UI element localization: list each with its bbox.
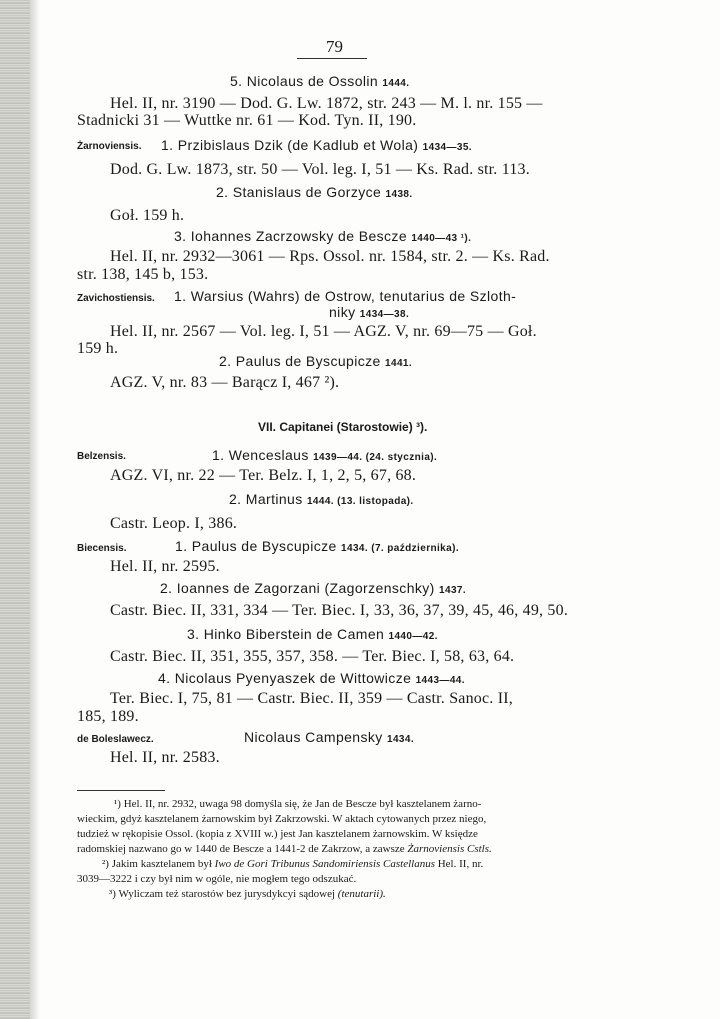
text-line: 159 h. [77,340,119,357]
footnote-rule [77,790,165,791]
entry-heading: 2. Martinus 1444. (13. listopada). [229,491,414,507]
entry-heading: Nicolaus Campensky 1434. [244,729,415,745]
text-line: Hel. II, nr. 2567 — Vol. leg. I, 51 — AGZ. V, nr. 69—75 — Goł. [110,323,537,340]
entry-heading: 4. Nicolaus Pyenyaszek de Wittowicze 1443—44. [158,670,465,686]
text-line: Stadnicki 31 — Wuttke nr. 61 — Kod. Tyn. II, 190. [77,112,417,129]
entry-heading: 1. Przibislaus Dzik (de Kadlub et Wola) 1434—35. [161,137,472,153]
entry-heading: 3. Hinko Biberstein de Camen 1440—42. [187,626,438,642]
margin-label: Żarnoviensis. [77,141,142,152]
text-line: Castr. Biec. II, 331, 334 — Ter. Biec. I, 33, 36, 37, 39, 45, 46, 49, 50. [110,602,569,619]
footnote: ³) Wyliczam też starostów bez jurysdykcyi sądowej (tenutarii). [109,888,386,900]
footnote: radomskiej nazwano go w 1440 de Bescze a 1441-2 de Zakrzow, a zawsze Żarnoviensis Cstls. [77,843,492,855]
text-line: Castr. Biec. II, 351, 355, 357, 358. — Ter. Biec. I, 58, 63, 64. [110,648,515,665]
entry-heading: 1. Wenceslaus 1439—44. (24. stycznia). [212,447,438,463]
text-line: str. 138, 145 b, 153. [77,266,209,283]
footnote: tudzież w rękopisie Ossol. (kopia z XVIII w.) jest Jan kasztelanem żarnowskim. W księdze [77,828,478,840]
text-line: AGZ. VI, nr. 22 — Ter. Belz. I, 1, 2, 5, 67, 68. [110,467,417,484]
margin-label: de Boleslawecz. [77,734,154,745]
text-line: Hel. II, nr. 2932—3061 — Rps. Ossol. nr. 1584, str. 2. — Ks. Rad. [110,248,550,265]
entry-heading: 2. Paulus de Byscupicze 1441. [219,353,413,369]
text-line: Hel. II, nr. 2583. [110,749,220,766]
entry-heading: 1. Warsius (Wahrs) de Ostrow, tenutarius de Szloth- [174,288,517,304]
entry-heading: 1. Paulus de Byscupicze 1434. (7. października). [175,538,460,554]
text-line: AGZ. V, nr. 83 — Barącz I, 467 ²). [110,374,340,391]
text-line: Goł. 159 h. [110,207,185,224]
book-spine-shadow [0,0,30,1019]
margin-label: Zavichostiensis. [77,293,155,304]
text-line: Hel. II, nr. 2595. [110,558,220,575]
page-number-rule [297,58,367,59]
text-line: 185, 189. [77,708,139,725]
footnote: 3039—3222 i czy był nim w ogóle, nie mogłem tego odszukać. [77,873,357,885]
text-line: Dod. G. Lw. 1873, str. 50 — Vol. leg. I, 51 — Ks. Rad. str. 113. [110,161,530,178]
entry-heading: 2. Stanislaus de Gorzyce 1438. [216,184,413,200]
footnote: wieckim, gdyż kasztelanem żarnowskim był Zakrzowski. W aktach cytowanych przez niego, [77,813,487,825]
entry-heading: niky 1434—38. [329,304,410,320]
text-line: Hel. II, nr. 3190 — Dod. G. Lw. 1872, str. 243 — M. l. nr. 155 — [110,95,543,112]
entry-heading: 5. Nicolaus de Ossolin 1444. [230,73,410,89]
section-heading: VII. Capitanei (Starostowie) ³). [258,420,428,434]
entry-heading: 3. Iohannes Zacrzowsky de Bescze 1440—43 ¹). [174,228,472,244]
margin-label: Belzensis. [77,451,126,462]
margin-label: Biecensis. [77,543,127,554]
text-line: Castr. Leop. I, 386. [110,515,238,532]
entry-heading: 2. Ioannes de Zagorzani (Zagorzenschky) 1437. [160,580,467,596]
footnote: ¹) Hel. II, nr. 2932, uwaga 98 domyśla się, że Jan de Bescze był kasztelanem żarno- [114,798,482,810]
text-line: Ter. Biec. I, 75, 81 — Castr. Biec. II, 359 — Castr. Sanoc. II, [110,690,513,707]
page-number: 79 [326,37,343,56]
footnote: ²) Jakim kasztelanem był Iwo de Gori Tribunus Sandomiriensis Castellanus Hel. II, nr. [102,858,484,870]
